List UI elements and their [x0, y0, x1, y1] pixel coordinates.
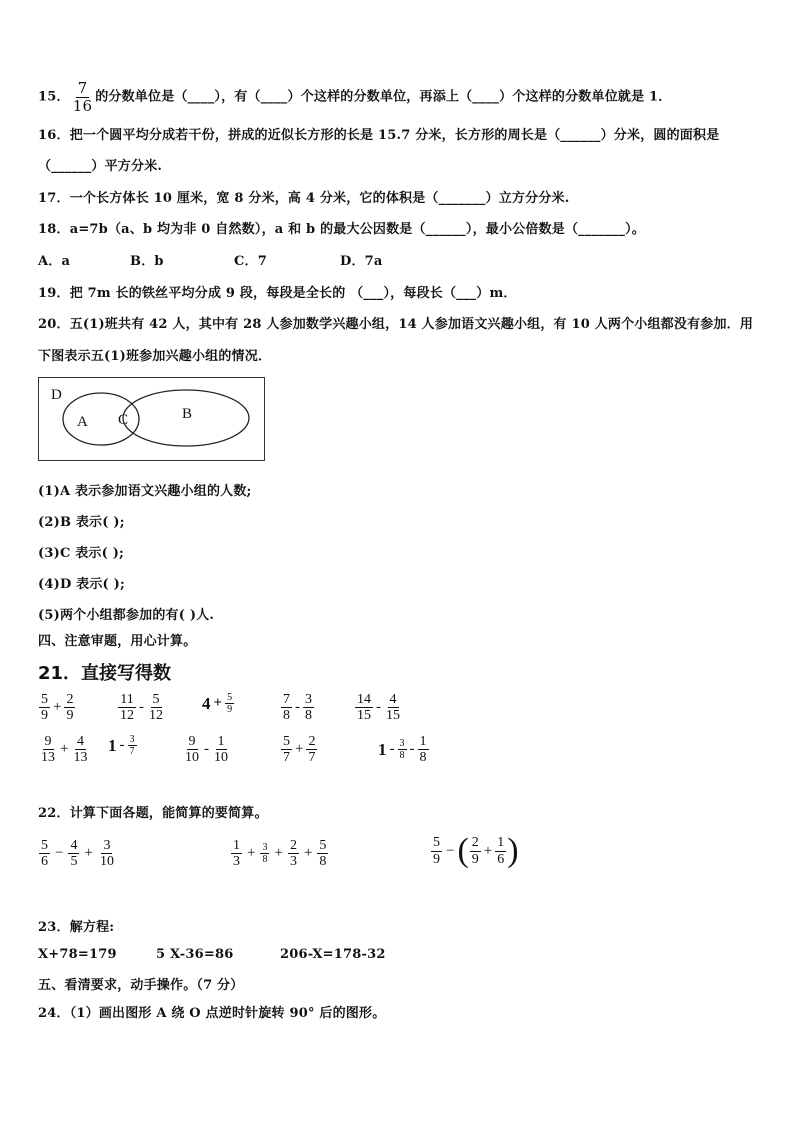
- q18-option-b: B．b: [130, 254, 164, 269]
- question-text: 的分数单位是（____），有（____）个这样的分数单位，再添上（____）个这样的分数单位就是 1．: [95, 89, 672, 105]
- q18-option-a: A．a: [38, 254, 71, 269]
- fraction: $\frac{1}{8}$: [419, 734, 427, 766]
- fraction: $\frac{4}{15}$: [386, 692, 400, 724]
- q21-r2-e5: 1 - $\frac{3}{8}$ - $\frac{1}{8}$: [378, 734, 427, 766]
- question-19: 19．把 7m 长的铁丝平均分成 9 段，每段是全长的 （___），每段长（___）m．: [38, 286, 517, 301]
- q18-option-c: C．7: [234, 254, 267, 269]
- right-paren: ): [507, 832, 519, 869]
- section-5-heading: 五、看清要求，动手操作。（7 分）: [38, 978, 244, 993]
- venn-label-a: A: [77, 414, 88, 430]
- venn-label-b: B: [182, 406, 193, 422]
- q21-r1-e3: 4 + $\frac{5}{9}$: [202, 692, 233, 715]
- question-16-line1: 16．把一个圆平均分成若干份，拼成的近似长方形的长是 15.7 分米，长方形的周长是（______）分米，圆的面积是: [38, 128, 720, 143]
- fraction: $\frac{4}{13}$: [73, 734, 88, 766]
- q21-r2-e2: 1 - $\frac{3}{7}$: [108, 734, 135, 757]
- venn-label-c: C: [118, 412, 129, 428]
- q23-eq-1: X+78=179: [38, 947, 117, 962]
- question-23-title: 23．解方程:: [38, 920, 115, 935]
- q20-item-4: (4)D 表示( );: [38, 577, 125, 592]
- fraction: $\frac{5}{7}$: [283, 734, 290, 766]
- fraction: $\frac{2}{9}$: [471, 835, 479, 867]
- question-24: 24．（1）画出图形 A 绕 O 点逆时针旋转 90° 后的图形。: [38, 1006, 386, 1021]
- fraction: $\frac{9}{10}$: [185, 734, 199, 766]
- fraction: $\frac{5}{9}$: [433, 835, 440, 867]
- fraction: $\frac{3}{8}$: [305, 692, 312, 724]
- q22-expr-2: $\frac{1}{3}$ + $\frac{3}{8}$ + $\frac{2}{3}$ + $\frac{5}{8}$: [233, 838, 327, 870]
- q21-r2-e3: $\frac{9}{10}$ - $\frac{1}{10}$: [185, 734, 228, 766]
- question-15: [38, 80, 671, 114]
- fraction: $\frac{5}{12}$: [149, 692, 163, 724]
- fraction: $\frac{7}{16}$: [72, 79, 93, 115]
- section-4-heading: 四、注意审题，用心计算。: [38, 634, 197, 649]
- fraction: $\frac{2}{3}$: [289, 838, 297, 870]
- q21-r1-e2: $\frac{11}{12}$ - $\frac{5}{12}$: [120, 692, 163, 724]
- q20-item-5: (5)两个小组都参加的有( )人.: [38, 608, 215, 623]
- fraction: $\frac{2}{7}$: [308, 734, 316, 766]
- venn-label-d: D: [51, 387, 62, 403]
- q20-item-1: (1)A 表示参加语文兴趣小组的人数;: [38, 484, 252, 499]
- q20-item-2: (2)B 表示( );: [38, 515, 125, 530]
- q23-eq-3: 206-X=178-32: [280, 947, 386, 962]
- fraction: $\frac{3}{8}$: [399, 738, 405, 762]
- q20-item-3: (3)C 表示( );: [38, 546, 125, 561]
- q23-eq-2: 5 X-36=86: [156, 947, 234, 962]
- q21-r1-e5: $\frac{14}{15}$ - $\frac{4}{15}$: [357, 692, 400, 724]
- question-22-title: 22．计算下面各题，能简算的要简算。: [38, 806, 268, 821]
- question-20-line2: 下图表示五(1)班参加兴趣小组的情况．: [38, 349, 272, 364]
- fraction: $\frac{1}{6}$: [497, 835, 505, 867]
- fraction: $\frac{14}{15}$: [357, 692, 371, 724]
- question-16-line2: （______）平方分米.: [38, 159, 163, 174]
- q18-option-d: D．7a: [340, 254, 383, 269]
- q21-r1-e1: $\frac{5}{9}$ + $\frac{2}{9}$: [41, 692, 74, 724]
- fraction: $\frac{3}{7}$: [129, 734, 135, 757]
- q21-r2-e4: $\frac{5}{7}$ + $\frac{2}{7}$: [283, 734, 316, 766]
- q22-expr-3: $\frac{5}{9}$ − ( $\frac{2}{9}$ + $\frac{1}{6}$ ): [433, 832, 519, 869]
- q22-expr-1: $\frac{5}{6}$ − $\frac{4}{5}$ + $\frac{3}{10}$: [41, 838, 114, 870]
- question-21-title: 21．直接写得数: [38, 663, 172, 684]
- question-20-line1: 20．五(1)班共有 42 人，其中有 28 人参加数学兴趣小组，14 人参加语文兴趣小组，有 10 人两个小组都没有参加．用: [38, 317, 754, 332]
- fraction: $\frac{5}{6}$: [41, 838, 48, 870]
- fraction: $\frac{3}{8}$: [262, 842, 268, 866]
- q21-r2-e1: $\frac{9}{13}$ + $\frac{4}{13}$: [41, 734, 88, 766]
- fraction: $\frac{5}{9}$: [41, 692, 48, 724]
- venn-svg: [39, 378, 264, 460]
- venn-diagram: [38, 377, 265, 461]
- fraction: $\frac{5}{8}$: [319, 838, 327, 870]
- fraction: $\frac{7}{8}$: [283, 692, 290, 724]
- fraction: $\frac{2}{9}$: [66, 692, 74, 724]
- fraction: $\frac{1}{10}$: [214, 734, 228, 766]
- question-17: 17．一个长方体长 10 厘米，宽 8 分米，高 4 分米，它的体积是（_______）立方分分米.: [38, 191, 570, 206]
- question-18: 18．a=7b（a、b 均为非 0 自然数），a 和 b 的最大公因数是（______），最小公倍数是（_______）。: [38, 222, 645, 237]
- fraction: $\frac{5}{9}$: [227, 692, 233, 715]
- q21-r1-e4: $\frac{7}{8}$ - $\frac{3}{8}$: [283, 692, 312, 724]
- fraction: $\frac{4}{5}$: [70, 838, 78, 870]
- question-number: 15．: [38, 89, 70, 105]
- fraction: $\frac{1}{3}$: [233, 838, 240, 870]
- fraction: $\frac{11}{12}$: [120, 692, 134, 724]
- fraction: $\frac{9}{13}$: [41, 734, 55, 766]
- fraction: $\frac{3}{10}$: [99, 838, 114, 870]
- left-paren: (: [457, 832, 469, 869]
